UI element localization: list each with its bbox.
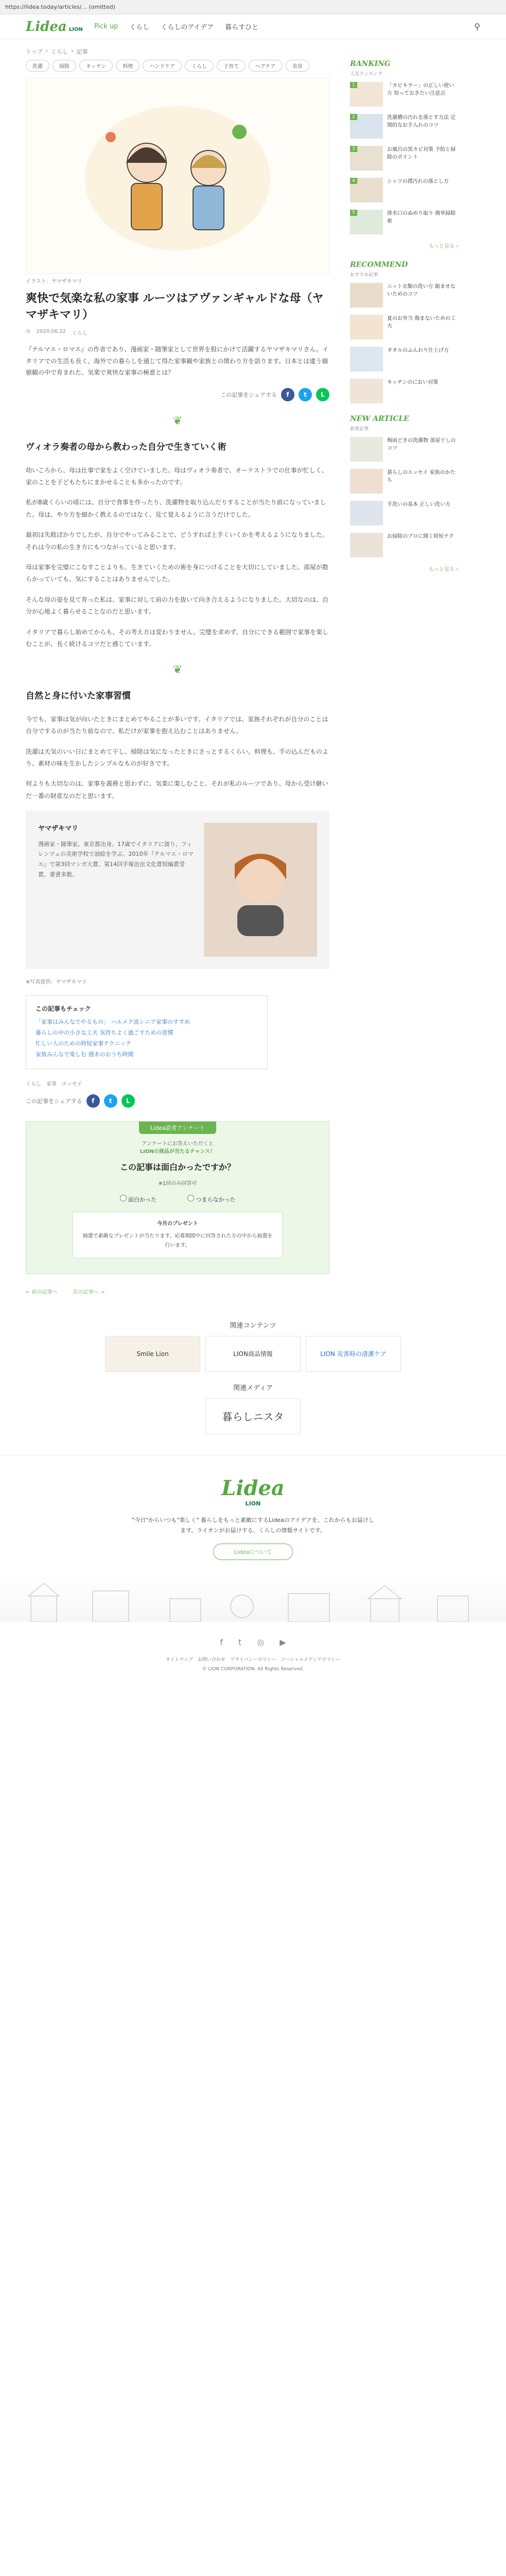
category-pill[interactable]: くらし (185, 60, 214, 72)
recommend-item[interactable]: 夏のお弁当 傷まないための工夫 (350, 315, 458, 340)
author-photo (204, 823, 317, 957)
category-bar (26, 60, 329, 72)
lead-text: 『テルマエ・ロマエ』の作者であり、漫画家・随筆家として世界を股にかけて活躍するヤマザキマリさん。イタリアでの生活も長く、海外での暮らしを通じて得た家事観や家族との関わり方を語ります。日本とは違う価値観の中で育まれた、気楽で爽快な家事の極意とは？ (26, 345, 329, 377)
leaf-divider-icon: ❦ (172, 664, 183, 677)
browser-bar[interactable] (0, 0, 506, 14)
present-box: 今月のプレゼント 抽選で素敵なプレゼントが当たります。応募期間中に回答された方の中から抽選を行います。 (73, 1212, 283, 1258)
related-tile[interactable]: LION商品情報 (205, 1336, 301, 1372)
footer-links[interactable]: サイトマップ お問い合わせ プライバシーポリシー ソーシャルメディアポリシー (165, 1657, 341, 1663)
search-icon[interactable]: ⚲ (474, 22, 480, 31)
article-meta: ◷ 2020.06.22 くらし (26, 328, 88, 336)
footer-logo[interactable]: Lidea LION (221, 1476, 285, 1507)
related-link[interactable]: 暮らしの中の小さな工夫 気持ちよく過ごすための習慣 (36, 1029, 173, 1037)
nav-idea[interactable]: くらしのアイデア (161, 24, 214, 31)
category-pill[interactable]: キッチン (79, 60, 113, 72)
facebook-icon[interactable]: f (220, 1637, 223, 1648)
ranking-item[interactable]: 4 シャツの襟汚れの落とし方 (350, 178, 458, 202)
recommend-item[interactable]: ニット衣類の洗い方 縮ませないためのコツ (350, 283, 458, 308)
category-pill[interactable]: 子育て (217, 60, 246, 72)
url-text[interactable]: https://lidea.today/articles/... (omitted) (5, 4, 115, 10)
category-pill[interactable]: ハンドケア (143, 60, 182, 72)
instagram-icon[interactable]: ◎ (257, 1637, 265, 1648)
share-bar-bottom: この記事をシェアする f t L (26, 1094, 329, 1108)
sidebar: RANKING 人気ランキング 1 「カビキラー」の正しい使い方 知っておきたい注意点 2 洗濯槽の汚れを落とす方法 定期的なお手入れのコツ 3 お風呂の黒カビ対策 予防と掃除のポイント 4 シャツの襟汚れの落とし方 5 排水口のぬめり取り 簡単掃除術 もっと見る › RECOMMEND おすすめ記事 ニット衣類の洗い方 縮ませないためのコツ 夏のお弁当 傷まないための工夫 タオルのふんわり仕上げ方 キッチンのにおい対策 NEW ARTICLE 新着記事 梅雨どきの洗濯物 部屋干しのコツ 暮らしのエッセイ 家族のかたち 手洗いの基本 正しい洗い方 お掃除のプロに聞く時短テク もっと見る › (350, 60, 458, 572)
new-article-item[interactable]: 手洗いの基本 正しい洗い方 (350, 501, 458, 526)
ranking-item[interactable]: 1 「カビキラー」の正しい使い方 知っておきたい注意点 (350, 82, 458, 107)
article-main: トップ › くらし › 記事 洗濯 掃除 キッチン 料理 ハンドケア くらし 子育て ヘアケア 美容 イラスト：ヤマザキマリ 爽快で気楽な私の家事 ルーツはアヴァンギャルドな母（ヤマザキマリ） ◷ 2020.06.22 くらし 『テルマエ・ロマエ』の作者であり、漫画家・随筆家として世界を股にかけて活躍するヤマザキマリさん。イタリアでの生活も長く、海外での暮らしを通じて得た家事観や家族との関わり方を語ります。日本とは違う価値観の中で育まれた、気楽で爽快な家事の極意とは？ この記事をシェアする f t L ❦ ヴィオラ奏者の母から教わった自分で生きていく術 幼いころから、母は仕事で家をよく空けていました。母はヴィオラ奏者で、オーケストラでの仕事が忙しく、家のことを子どもたちにまかせることも多かったのです。 私が8歳くらいの頃には、自分で食事を作ったり、洗濯物を取り込んだりすることが当たり前になっていました。母は、やり方を細かく教えるのではなく、見て覚えるように言うだけでした。 最初は失敗ばかりでしたが、自分でやってみることで、どうすれば上手くいくかを考えるようになりました。それは今の私の生き方にもつながっていると思います。 母は家事を完璧にこなすことよりも、生きていくための術を身につけることを大切にしていました。部屋が散らかっていても、気にすることはありませんでした。 そんな母の姿を見て育った私は、家事に対して肩の力を抜いて向き合えるようになりました。大切なのは、自分が心地よく暮らせることなのだと思います。 イタリアで暮らし始めてからも、その考え方は変わりません。完璧を求めず、自分にできる範囲で家事を楽しむことが、長く続けるコツだと感じています。 ❦ 自然と身に付いた家事習慣 今でも、家事は気が向いたときにまとめてやることが多いです。イタリアでは、家族それぞれが自分のことは自分でするのが当たり前なので、私だけが家事を抱え込むことはありません。 洗濯は天気のいい日にまとめて干し、掃除は気になったときにさっとするくらい。料理も、手の込んだものより、素材の味を生かしたシンプルなものが好きです。 何よりも大切なのは、家事を義務と思わずに、気楽に楽しむこと。それが私のルーツであり、母から受け継いだ一番の財産なのだと思います。 ヤマザキマリ 漫画家・随筆家。東京都出身。17歳でイタリアに渡り、フィレンツェの美術学校で油絵を学ぶ。2010年『テルマエ・ロマエ』で第3回マンガ大賞、第14回手塚治虫文化賞短編賞受賞。著書多数。 ※写真提供：ヤマザキマリ この記事もチェック 「家事はみんなでやるもの」 ハルメク流シニア家事のすすめ 暮らしの中の小さな工夫 気持ちよく過ごすための習慣 忙しい人のための時短家事テクニック 家族みんなで楽しむ 週末のおうち時間 くらし 家事 エッセイ この記事をシェアする f t L Lidea読者アンケート アンケートにお答えいただくと LIONの商品が当たるチャンス！ この記事は面白かったですか？ ※1回のみ回答可 面白かった つまらなかった 今月のプレゼント 抽選で素敵なプレゼントが当たります。応募期間中に回答された方の中から抽選を行います。 ← 前の記事へ 次の記事へ → (26, 39, 329, 1299)
facebook-icon[interactable]: f (281, 388, 294, 401)
new-article-item[interactable]: 梅雨どきの洗濯物 部屋干しのコツ (350, 437, 458, 462)
clock-icon: ◷ (26, 328, 30, 334)
nav-people[interactable]: 暮らすひと (225, 24, 259, 31)
category-pill[interactable]: 掃除 (53, 60, 76, 72)
site-footer: Lidea LION "今日"からいつも"楽しく" 暮らしをもっと素敵にするLideaのアイデアを、これからもお届けします。ライオンがお届けする、くらしの情報サイトです。 Lideaについて f t ◎ ▶ サイトマップ お問い合わせ プライバシーポリシー ソーシャルメディアポリシー © LION CORPORATION. All Rights Reserved. (0, 1455, 506, 1674)
youtube-icon[interactable]: ▶ (280, 1637, 286, 1648)
twitter-icon[interactable]: t (238, 1637, 242, 1648)
article-pager[interactable]: ← 前の記事へ 次の記事へ → (26, 1289, 105, 1295)
share-bar: この記事をシェアする f t L (26, 388, 329, 401)
new-article-item[interactable]: 暮らしのエッセイ 家族のかたち (350, 469, 458, 494)
twitter-icon[interactable]: t (104, 1094, 117, 1108)
nav-kurashi[interactable]: くらし (129, 24, 150, 31)
related-links-box: この記事もチェック 「家事はみんなでやるもの」 ハルメク流シニア家事のすすめ 暮らしの中の小さな工夫 気持ちよく過ごすための習慣 忙しい人のための時短家事テクニック 家族みんなで楽しむ 週末のおうち時間 (26, 995, 268, 1069)
related-contents: 関連コンテンツ Smile Lion LION商品情報 LION 災害時の清潔ケア 関連メディア 暮らしニスタ (0, 1320, 506, 1434)
category-pill[interactable]: 料理 (116, 60, 139, 72)
ranking-item[interactable]: 5 排水口のぬめり取り 簡単掃除術 (350, 210, 458, 234)
category-pill[interactable]: ヘアケア (249, 60, 282, 72)
article-title: 爽快で気楽な私の家事 ルーツはアヴァンギャルドな母（ヤマザキマリ） (26, 292, 324, 321)
ranking-item[interactable]: 2 洗濯槽の汚れを落とす方法 定期的なお手入れのコツ (350, 114, 458, 139)
category-pill[interactable]: 美容 (286, 60, 309, 72)
section-heading: 自然と身に付いた家事習慣 (26, 691, 131, 702)
tag-list[interactable]: くらし 家事 エッセイ (26, 1081, 82, 1087)
more-link[interactable]: もっと見る › (428, 244, 458, 249)
related-tile[interactable]: Smile Lion (105, 1336, 200, 1372)
twitter-icon[interactable]: t (299, 388, 312, 401)
town-illustration (0, 1575, 506, 1622)
more-link[interactable]: もっと見る › (428, 567, 458, 572)
line-icon[interactable]: L (316, 388, 329, 401)
site-logo[interactable]: Lidea LION (26, 19, 83, 35)
survey-option-no[interactable]: つまらなかった (187, 1195, 236, 1204)
social-links (0, 1637, 506, 1647)
hero-illustration (26, 78, 329, 274)
leaf-divider-icon: ❦ (172, 415, 183, 428)
line-icon[interactable]: L (121, 1094, 135, 1108)
facebook-icon[interactable]: f (86, 1094, 100, 1108)
about-button[interactable]: Lideaについて (213, 1544, 293, 1560)
ranking-item[interactable]: 3 お風呂の黒カビ対策 予防と掃除のポイント (350, 146, 458, 171)
nav-pickup[interactable]: Pick up (94, 23, 118, 30)
category-pill[interactable]: 洗濯 (26, 60, 49, 72)
related-link[interactable]: 家族みんなで楽しむ 週末のおうち時間 (36, 1050, 134, 1058)
related-link[interactable]: 忙しい人のための時短家事テクニック (36, 1040, 131, 1047)
recommend-item[interactable]: タオルのふんわり仕上げ方 (350, 347, 458, 371)
new-article-item[interactable]: お掃除のプロに聞く時短テク (350, 533, 458, 557)
recommend-item[interactable]: キッチンのにおい対策 (350, 379, 458, 403)
related-tile[interactable]: LION 災害時の清潔ケア (306, 1336, 401, 1372)
reader-survey: Lidea読者アンケート アンケートにお答えいただくと LIONの商品が当たるチャンス！ この記事は面白かったですか？ ※1回のみ回答可 面白かった つまらなかった 今月のプレゼント 抽選で素敵なプレゼントが当たります。応募期間中に回答された方の中から抽選を行います。 (26, 1121, 329, 1274)
author-profile: ヤマザキマリ 漫画家・随筆家。東京都出身。17歳でイタリアに渡り、フィレンツェの美術学校で油絵を学ぶ。2010年『テルマエ・ロマエ』で第3回マンガ大賞、第14回手塚治虫文化賞短編賞受賞。著書多数。 (26, 810, 329, 969)
media-tile[interactable]: 暮らしニスタ (205, 1398, 301, 1434)
related-link[interactable]: 「家事はみんなでやるもの」 ハルメク流シニア家事のすすめ (36, 1019, 190, 1026)
site-header (0, 14, 506, 39)
category-link[interactable]: くらし (72, 330, 88, 336)
survey-option-yes[interactable]: 面白かった (120, 1195, 157, 1204)
breadcrumb: トップ › くらし › 記事 (26, 47, 88, 55)
section-heading: ヴィオラ奏者の母から教わった自分で生きていく術 (26, 442, 226, 453)
copyright: © LION CORPORATION. All Rights Reserved. (202, 1667, 304, 1672)
